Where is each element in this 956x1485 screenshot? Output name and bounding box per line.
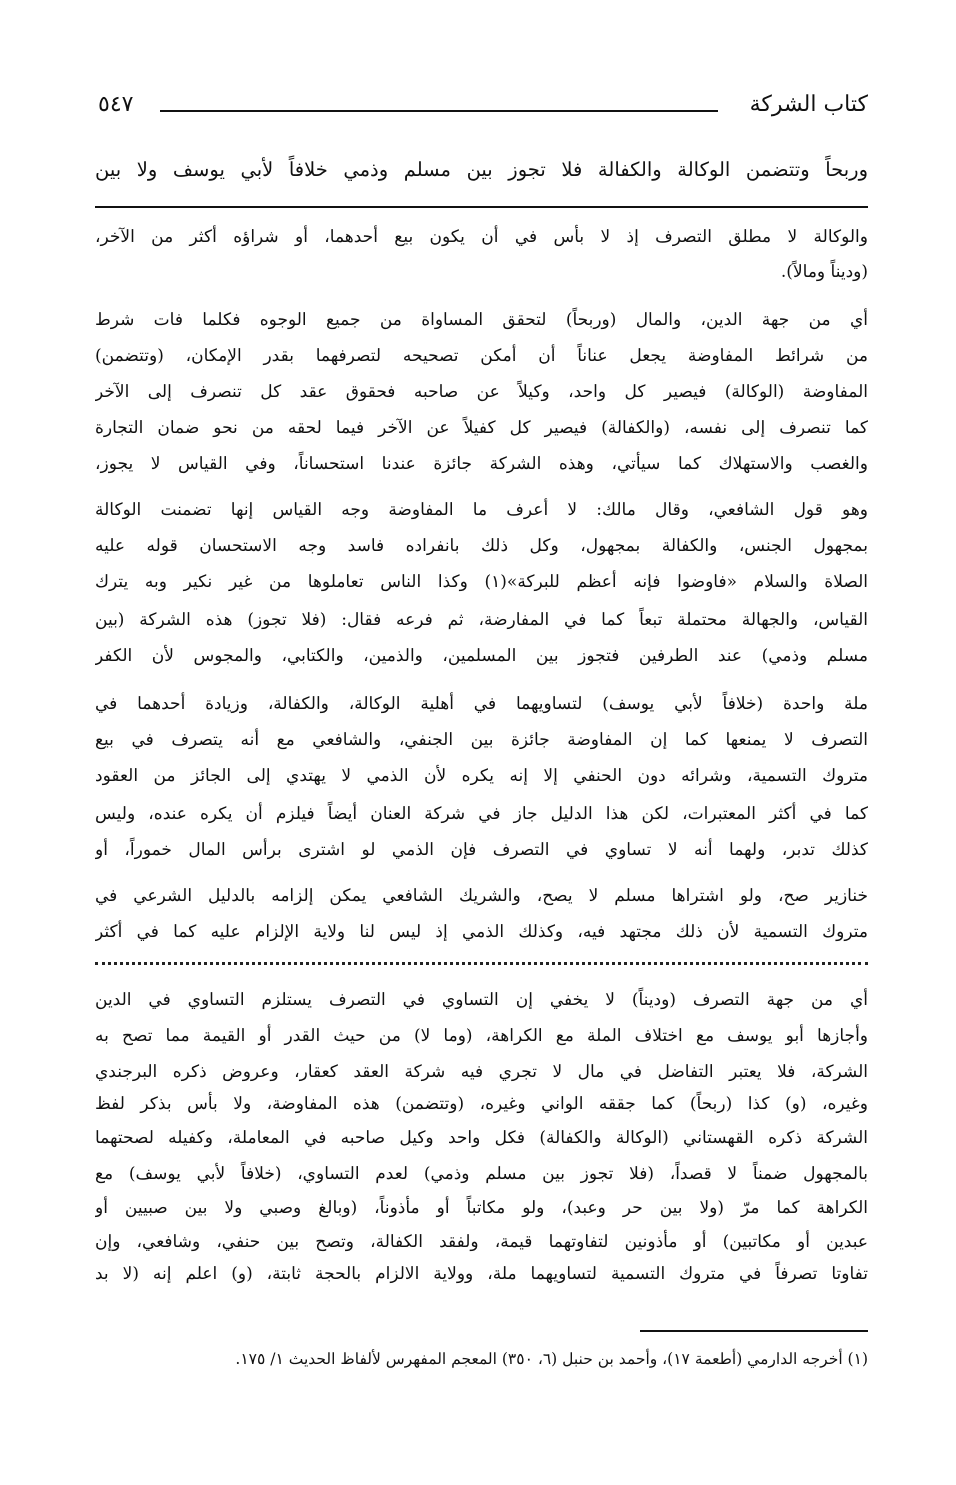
commentary-line: كما في أكثر المعتبرات، لكن هذا الدليل جاز في شركة العنان أيضاً فيلزم أن يكره عنده، وليس: [95, 804, 868, 824]
commentary-line: متروك التسمية لأن ذلك مجتهد فيه، وكذلك الذمي إذ ليس لنا ولاية الإلزام عليه كما في أكثر: [95, 922, 868, 942]
commentary-line: بالمجهول ضمناً لا قصداً، (فلا تجوز بين مسلم وذمي) لعدم التساوي، (خلافاً لأبي يوسف) مع: [95, 1164, 868, 1184]
main-text-separator: [95, 206, 868, 208]
header-rule: [160, 110, 718, 112]
commentary-line: كذلك تدبر، ولهما أنه لا تساوي في التصرف فإن الذمي لو اشترى برأس المال خموراً، أو: [95, 840, 868, 860]
commentary-line: وغيره، (و) كذا (ربحاً) كما جققه الواني وغيره، (وتتضمن) هذه المفاوضة، ولا بأس بذكر لفظ: [95, 1094, 868, 1114]
dotted-separator: [95, 962, 868, 969]
commentary-line: متروك التسمية، وشرائه دون الحنفي إلا إنه يكره لأن الذمي لا يهتدي إلى الجائز من العقود: [95, 766, 868, 786]
commentary-line: من شرائط المفاوضة يجعل عناناً أن أمكن تصحيحه لتصرفهما بقدر الإمكان، (وتتضمن): [95, 346, 868, 366]
page-number: ٥٤٧: [98, 92, 134, 117]
commentary-line: والوكالة لا مطلق التصرف إذ لا بأس في أن يكون بيع أحدهما، أو شراؤه أكثر من الآخر،: [95, 227, 868, 247]
commentary-line: خنازير صح، ولو اشتراها مسلم لا يصح، والشريك الشافعي يمكن إلزامه بالدليل الشرعي في: [95, 886, 868, 906]
commentary-line: مسلم وذمي) عند الطرفين فتجوز بين المسلمين، والذمين، والكتابي، والمجوس لأن الكفر: [95, 646, 868, 666]
page-header: [98, 86, 868, 126]
commentary-line: الكراهة كما مرّ (ولا بين حر وعبد)، ولو مكاتباً أو مأذوناً، (وبالغ وصبي ولا بين صبيين أو: [95, 1198, 868, 1218]
running-title: كتاب الشركة: [749, 92, 868, 117]
commentary-line: وهو قول الشافعي، وقال مالك: لا أعرف ما المفاوضة وجه القياس إنها تضمنت الوكالة: [95, 500, 868, 520]
commentary-line: (وديناً ومالاً).: [780, 262, 868, 282]
commentary-line: ملة واحدة (خلافاً لأبي يوسف) لتساويهما في أهلية الوكالة، والكفالة، وزيادة أحدهما في: [95, 694, 868, 714]
footnote-line: (١) أخرجه الدارمي (أطعمة ١٧)، وأحمد بن حنبل (٦، ٣٥٠) المعجم المفهرس لألفاظ الحديث ١/ ١٧٥.: [235, 1350, 868, 1368]
commentary-line: وأجازها أبو يوسف مع اختلاف الملة مع الكراهة، (وما لا) من حيث القدر أو القيمة مما تصح به: [95, 1026, 868, 1046]
commentary-line: والغصب والاستهلاك كما سيأتي، وهذه الشركة جائزة عندنا استحساناً، وفي القياس لا يجوز،: [95, 454, 868, 474]
commentary-line: كما تنصرف إلى نفسه، (والكفالة) فيصير كل كفيلاً عن الآخر فيما لحقه من نحو ضمان التجارة: [95, 418, 868, 438]
commentary-line: الشركة، فلا يعتبر التفاضل في مال لا تجري فيه شركة العقد كعقار، وعروض ذكره البرجندي: [95, 1062, 868, 1082]
commentary-line: القياس، والجهالة محتملة تبعاً كما في المفارضة، ثم فرعه فقال: (فلا تجوز) هذه الشركة (بين: [95, 610, 868, 630]
commentary-line: المفاوضة (الوكالة) فيصير كل واحد، وكيلاً عن صاحبه فحقوق عقد كل تنصرف إلى الآخر: [95, 382, 868, 402]
commentary-line: تفاوتا تصرفاً في متروك التسمية لتساويهما ملة، وولاية الالزام بالحجة ثابتة، (و) اعلم إنه (لا بد: [95, 1264, 868, 1284]
main-line: وربحاً وتتضمن الوكالة والكفالة فلا تجوز بين مسلم وذمي خلافاً لأبي يوسف ولا بين: [95, 158, 868, 181]
commentary-line: الشركة ذكره القهستاني (الوكالة والكفالة) فكل واحد وكيل صاحبه في المعاملة، وكفيله لصحتهما: [95, 1128, 868, 1148]
commentary-line: عبدين أو مكاتبين) أو مأذونين لتفاوتهما قيمة، ولفقد الكفالة، وتصح بين حنفي، وشافعي، وإن: [95, 1232, 868, 1252]
commentary-line: بمجهول الجنس، والكفالة بمجهول، وكل ذلك بانفراده فاسد وجه الاستحسان قوله عليه: [95, 536, 868, 556]
commentary-line: أي من جهة التصرف (وديناً) لا يخفي إن التساوي في التصرف يستلزم التساوي في الدين: [95, 990, 868, 1010]
commentary-line: الصلاة والسلام «فاوضوا فإنه أعظم للبركة»(١) وكذا الناس تعاملوها من غير نكير وبه يترك: [95, 572, 868, 592]
footnote-rule: [640, 1330, 868, 1332]
commentary-line: التصرف لا يمنعها كما إن المفاوضة جائزة بين الجنفي، والشافعي مع أنه يتصرف في بيع: [95, 730, 868, 750]
commentary-line: أي من جهة الدين، والمال (وربحاً) لتحقق المساواة من جميع الوجوه فكلما فات شرط: [95, 310, 868, 330]
